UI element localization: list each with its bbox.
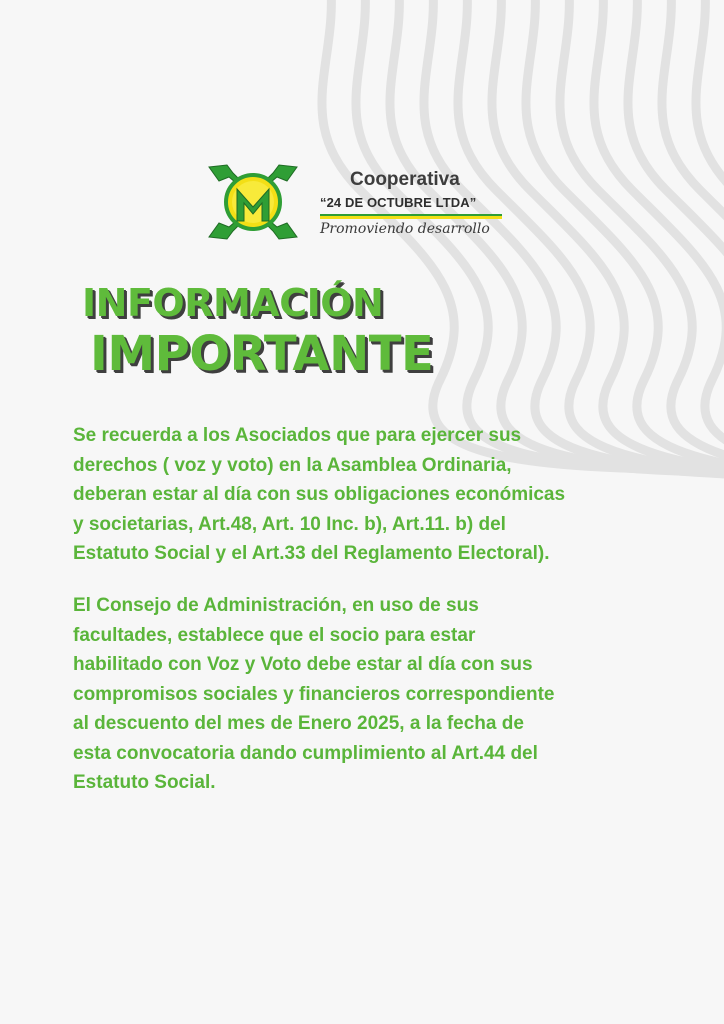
brand-tagline: Promoviendo desarrollo [320,221,490,237]
title-line2: IMPORTANTE [90,326,434,382]
org-name-line2: “24 DE OCTUBRE LTDA” [320,195,477,210]
paragraph-line: compromisos sociales y financieros correspondiente [73,683,555,705]
cooperative-logo-icon [207,163,299,241]
paragraph-line: y societarias, Art.48, Art. 10 Inc. b), Art.11. b) del [73,513,506,535]
paragraph-line: esta convocatoria dando cumplimiento al Art.44 del [73,742,538,764]
paragraph-1 [73,421,663,569]
brand-divider-yellow [320,216,502,219]
org-name-line1: Cooperativa [350,169,460,190]
paragraph-line: al descuento del mes de Enero 2025, a la fecha de [73,713,524,734]
paragraph-line: derechos ( voz y voto) en la Asamblea Ordinaria, [73,454,512,476]
paragraph-2 [73,591,663,798]
paragraph-line: deberan estar al día con sus obligaciones económicas [73,484,566,505]
brand-divider [320,214,502,219]
paragraph-line: habilitado con Voz y Voto debe estar al día con sus [73,654,533,675]
paragraph-line: Estatuto Social. [73,772,216,793]
paragraph-line: Se recuerda a los Asociados que para ejercer sus [73,425,522,446]
title-line1: INFORMACIÓN [82,281,384,325]
brand-block [300,168,530,248]
paragraph-line: Estatuto Social y el Art.33 del Reglamento Electoral). [73,543,550,564]
paragraph-line: El Consejo de Administración, en uso de sus [73,595,479,616]
paragraph-line: facultades, establece que el socio para estar [73,624,476,646]
